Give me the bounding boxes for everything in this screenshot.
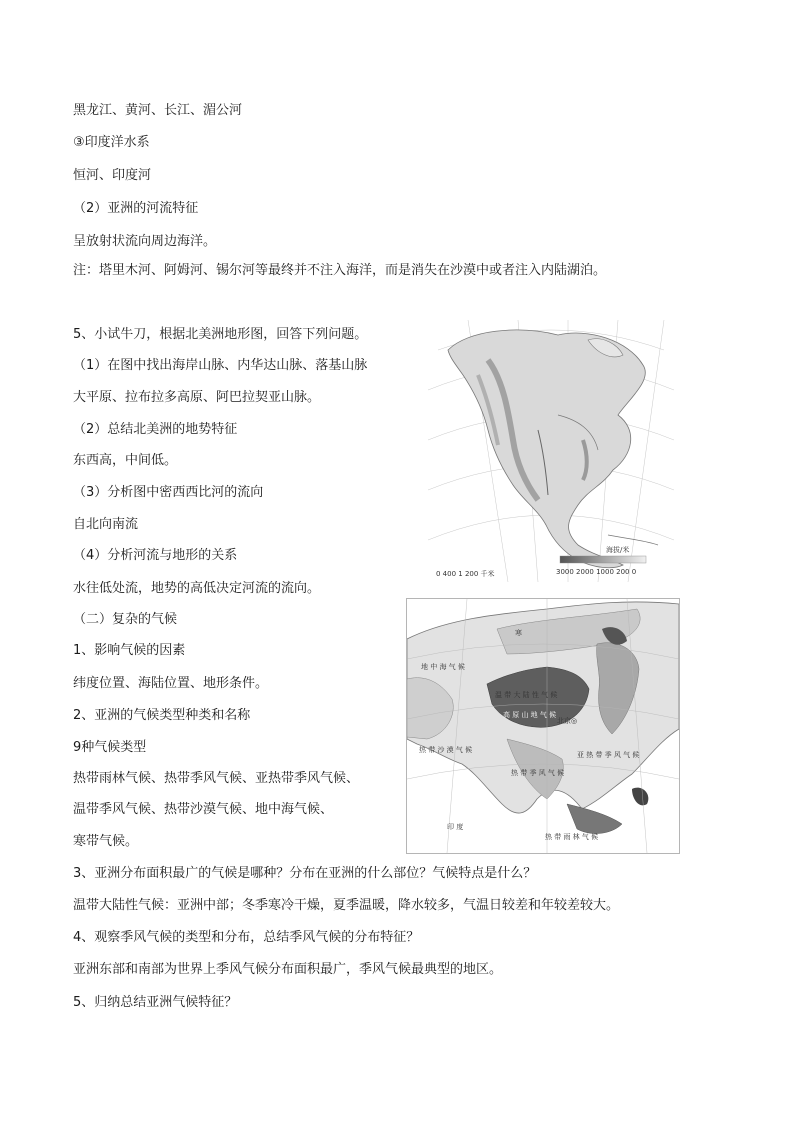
text-line: （3）分析图中密西西比河的流向 <box>73 485 264 500</box>
text-line: 东西高，中间低。 <box>73 453 178 468</box>
text-line: 1、影响气候的因素 <box>73 643 186 658</box>
asia-label-mediterranean: 地 中 海 气 候 <box>421 663 465 671</box>
text-line: 水往低处流，地势的高低决定河流的流向。 <box>73 581 321 596</box>
asia-label-continental: 温 带 大 陆 性 气 候 <box>495 691 558 699</box>
text-line: 2、亚洲的气候类型种类和名称 <box>73 708 251 723</box>
asia-label-subtropical: 亚 热 带 季 风 气 候 <box>577 751 640 759</box>
text-line: （2）总结北美洲的地势特征 <box>73 422 238 437</box>
text-line: （二）复杂的气候 <box>73 612 178 627</box>
text-line: 黑龙江、黄河、长江、湄公河 <box>73 103 243 118</box>
text-line: （2）亚洲的河流特征 <box>73 201 199 216</box>
text-line: 大平原、拉布拉多高原、阿巴拉契亚山脉。 <box>73 390 321 405</box>
text-line: 寒带气候。 <box>73 834 139 849</box>
text-line: 自北向南流 <box>73 517 139 532</box>
text-line: 9种气候类型 <box>73 740 147 755</box>
asia-label-ocean: 印 度 <box>447 823 464 831</box>
asia-label-tropical-monsoon: 热 带 季 风 气 候 <box>511 769 565 777</box>
na-map-legend-values: 3000 2000 1000 200 0 <box>556 568 637 576</box>
asia-label-cold: 寒 <box>515 629 522 637</box>
na-map-scale: 0 400 1 200 千米 <box>436 570 495 578</box>
asia-label-beijing: 北京◎ <box>557 717 578 725</box>
asia-label-rainforest: 热 带 雨 林 气 候 <box>545 833 599 841</box>
north-america-map-figure <box>428 320 674 582</box>
asia-climate-map <box>406 598 680 854</box>
text-line: （4）分析河流与地形的关系 <box>73 548 238 563</box>
text-line: 3、亚洲分布面积最广的气候是哪种？分布在亚洲的什么部位？气候特点是什么？ <box>73 866 537 881</box>
text-line: （1）在图中找出海岸山脉、内华达山脉、落基山脉 <box>73 358 368 373</box>
asia-climate-map-figure <box>407 599 679 853</box>
text-line: 温带大陆性气候：亚洲中部；冬季寒冷干燥，夏季温暖，降水较多，气温日较差和年较差较大。 <box>73 898 620 913</box>
asia-label-plateau: 高 原 山 地 气 候 <box>503 711 557 719</box>
text-line: 恒河、印度河 <box>73 168 152 183</box>
text-line: 5、小试牛刀，根据北美洲地形图，回答下列问题。 <box>73 327 368 342</box>
na-map-legend-title: 海拔/米 <box>606 546 630 554</box>
text-line: 呈放射状流向周边海洋。 <box>73 234 217 249</box>
text-line: 温带季风气候、热带沙漠气候、地中海气候、 <box>73 802 334 817</box>
text-line: 热带雨林气候、热带季风气候、亚热带季风气候、 <box>73 771 360 786</box>
text-line: 纬度位置、海陆位置、地形条件。 <box>73 676 269 691</box>
asia-label-desert: 热 带 沙 漠 气 候 <box>419 746 473 754</box>
text-line: 亚洲东部和南部为世界上季风气候分布面积最广，季风气候最典型的地区。 <box>73 962 503 977</box>
text-line: 5、归纳总结亚洲气候特征？ <box>73 995 238 1010</box>
north-america-map <box>428 320 674 582</box>
text-line: 4、观察季风气候的类型和分布，总结季风气候的分布特征？ <box>73 930 420 945</box>
text-line: ③印度洋水系 <box>73 135 150 150</box>
text-line: 注：塔里木河、阿姆河、锡尔河等最终并不注入海洋，而是消失在沙漠中或者注入内陆湖泊。 <box>73 263 607 278</box>
